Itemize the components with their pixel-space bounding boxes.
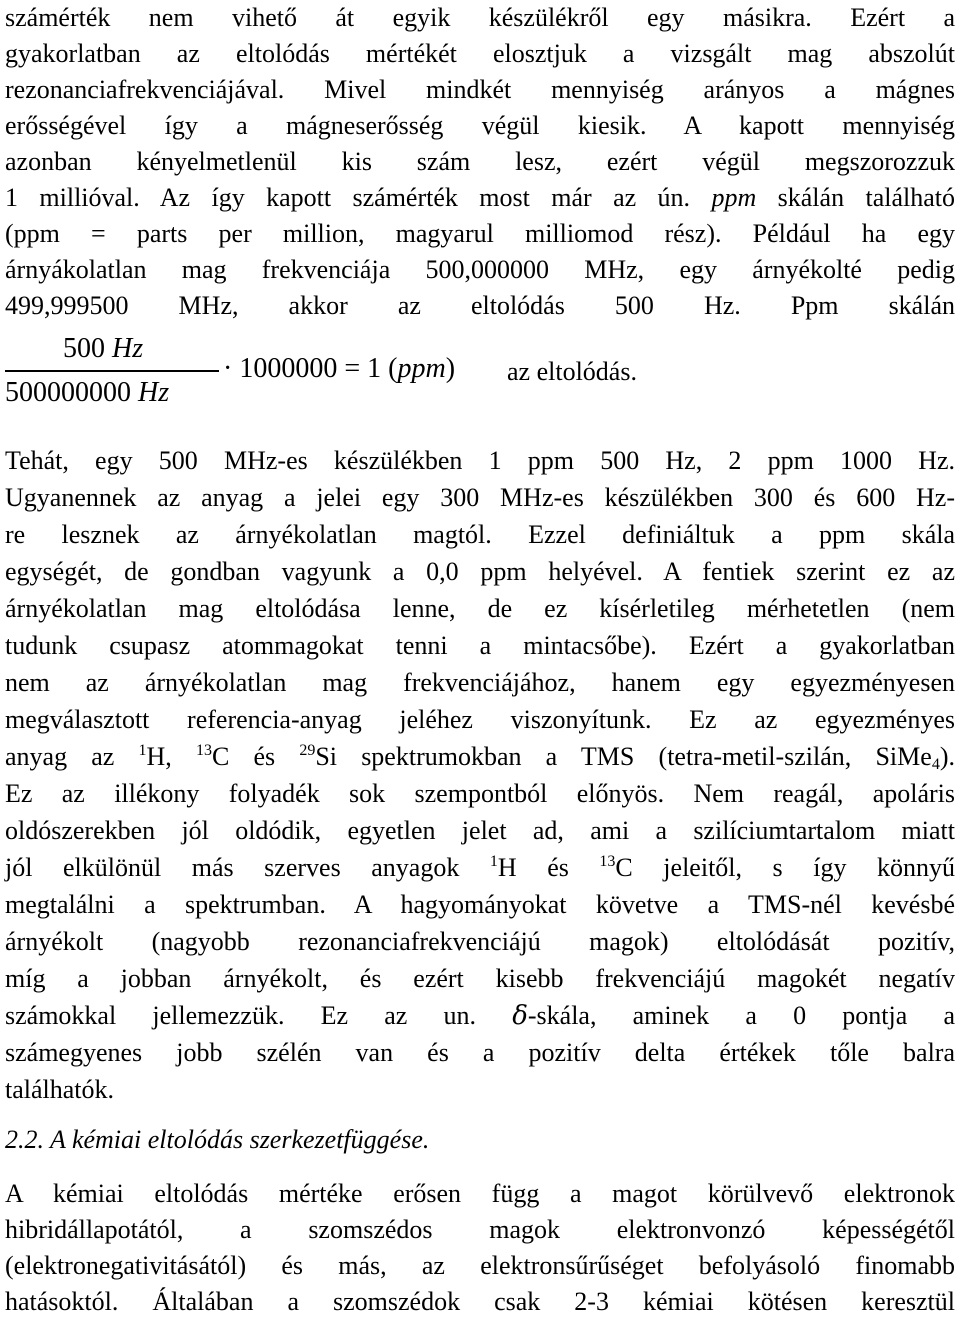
text-span: ). bbox=[939, 742, 955, 771]
text-line: re lesznek az árnyékolatlan magtól. Ezzel definiáltuk a ppm skála bbox=[5, 520, 955, 549]
text-line: (elektronegativitásától) és más, az elektronsűrűséget befolyásoló finomabb bbox=[5, 1251, 955, 1280]
paren-close: ) bbox=[445, 353, 456, 384]
text-line bbox=[5, 180, 955, 216]
text-span: H és bbox=[497, 853, 600, 882]
superscript: 13 bbox=[599, 853, 616, 870]
section-heading: 2.2. A kémiai eltolódás szerkezetfüggése. bbox=[5, 1125, 430, 1154]
text-span: -skála, aminek a 0 pontja a bbox=[527, 1001, 955, 1030]
superscript: 29 bbox=[299, 742, 316, 759]
text-line: hibridállapotától, a szomszédos magok elektronvonzó képességétől bbox=[5, 1215, 955, 1244]
multiplier: 1000000 bbox=[239, 353, 338, 384]
text-line: Ez az illékony folyadék sok szempontból előnyös. Nem reagál, apoláris bbox=[5, 779, 955, 808]
text-span: számokkal jellemezzük. Ez az un. bbox=[5, 1001, 513, 1030]
superscript: 1 bbox=[489, 853, 498, 870]
text-line: számérték nem vihető át egyik készülékről egy másikra. Ezért a bbox=[5, 3, 955, 32]
text-span: H, bbox=[146, 742, 196, 771]
text-line: Ugyanennek az anyag a jelei egy 300 MHz-es készülékben 300 és 600 Hz- bbox=[5, 483, 955, 512]
result-unit: ppm bbox=[397, 353, 446, 384]
text-line: árnyékolatlan mag eltolódása lenne, de ez kísérletileg mérhetetlen (nem bbox=[5, 594, 955, 623]
numerator-unit: Hz bbox=[112, 333, 144, 364]
text-span: C és bbox=[211, 742, 300, 771]
text-line: hatásoktól. Általában a szomszédok csak 2-3 kémiai kötésen keresztül bbox=[5, 1287, 955, 1316]
paren-open: ( bbox=[388, 353, 398, 384]
text-line: számegyenes jobb szélén van és a pozitív delta értékek tőle balra bbox=[5, 1038, 955, 1067]
ppm-italic: ppm bbox=[711, 183, 757, 212]
text-line: árnyákolatlan mag frekvenciája 500,000000 MHz, egy árnyékolté pedig bbox=[5, 255, 955, 284]
text-line: találhatók. bbox=[5, 1075, 115, 1104]
text-line: oldószerekben jól oldódik, egyetlen jelet ad, ami a szilíciumtartalom miatt bbox=[5, 816, 955, 845]
text-line: megtalálni a spektrumban. A hagyományokat követve a TMS-nél kevésbé bbox=[5, 890, 955, 919]
text-line: Tehát, egy 500 MHz-es készülékben 1 ppm 500 Hz, 2 ppm 1000 Hz. bbox=[5, 446, 955, 475]
text-span: jól elkülönül más szerves anyagok bbox=[5, 853, 490, 882]
fraction-numerator bbox=[63, 333, 143, 365]
ppm-equation bbox=[5, 333, 705, 413]
equals-sign: = bbox=[344, 353, 361, 384]
text-line bbox=[5, 998, 955, 1034]
delta-symbol: δ bbox=[512, 1001, 528, 1031]
text-span: C jeleitől, s így könnyű bbox=[615, 853, 955, 882]
text-line: 499,999500 MHz, akkor az eltolódás 500 Hz. Ppm skálán bbox=[5, 291, 955, 320]
text-line: rezonanciafrekvenciájával. Mivel mindkét mennyiség arányos a mágnes bbox=[5, 75, 955, 104]
subscript: 4 bbox=[931, 756, 940, 773]
text-span: Si spektrumokban a TMS (tetra-metil-szilán, SiMe bbox=[315, 742, 932, 771]
denominator-value: 500000000 bbox=[5, 377, 131, 408]
equation-tail: az eltolódás. bbox=[507, 357, 637, 386]
text-line: erősségével így a mágneserősség végül kiesik. A kapott mennyiség bbox=[5, 111, 955, 140]
superscript: 13 bbox=[195, 742, 212, 759]
equation-rest bbox=[223, 353, 455, 385]
multiply-dot: · bbox=[223, 353, 233, 384]
fraction-bar bbox=[5, 370, 219, 372]
text-span: skálán található bbox=[756, 183, 955, 212]
numerator-value: 500 bbox=[63, 333, 105, 364]
text-line: gyakorlatban az eltolódás mértékét elosztjuk a vizsgált mag abszolút bbox=[5, 39, 955, 68]
fraction-denominator bbox=[5, 377, 169, 409]
text-line: egységét, de gondban vagyunk a 0,0 ppm helyével. A fentiek szerint ez az bbox=[5, 557, 955, 586]
text-line bbox=[5, 739, 955, 775]
text-span: 1 millióval. Az így kapott számérték most már az ún. bbox=[5, 183, 691, 212]
superscript: 1 bbox=[138, 742, 147, 759]
text-line: (ppm = parts per million, magyarul milliomod rész). Például ha egy bbox=[5, 219, 955, 248]
text-line bbox=[5, 850, 955, 886]
text-line: árnyékolt (nagyobb rezonanciafrekvenciájú magok) eltolódását pozitív, bbox=[5, 927, 955, 956]
denominator-unit: Hz bbox=[138, 377, 170, 408]
text-line: míg a jobban árnyékolt, és ezért kisebb frekvenciájú magokét negatív bbox=[5, 964, 955, 993]
text-span: anyag az bbox=[5, 742, 139, 771]
text-line: megválasztott referencia-anyag jeléhez viszonyítunk. Ez az egyezményes bbox=[5, 705, 955, 734]
result: 1 bbox=[367, 353, 382, 384]
text-line: A kémiai eltolódás mértéke erősen függ a magot körülvevő elektronok bbox=[5, 1179, 955, 1208]
text-line: nem az árnyékolatlan mag frekvenciájához, hanem egy egyezményesen bbox=[5, 668, 955, 697]
text-line: tudunk csupasz atommagokat tenni a mintacsőbe). Ezért a gyakorlatban bbox=[5, 631, 955, 660]
text-line: azonban kényelmetlenül kis szám lesz, ezért végül megszorozzuk bbox=[5, 147, 955, 176]
